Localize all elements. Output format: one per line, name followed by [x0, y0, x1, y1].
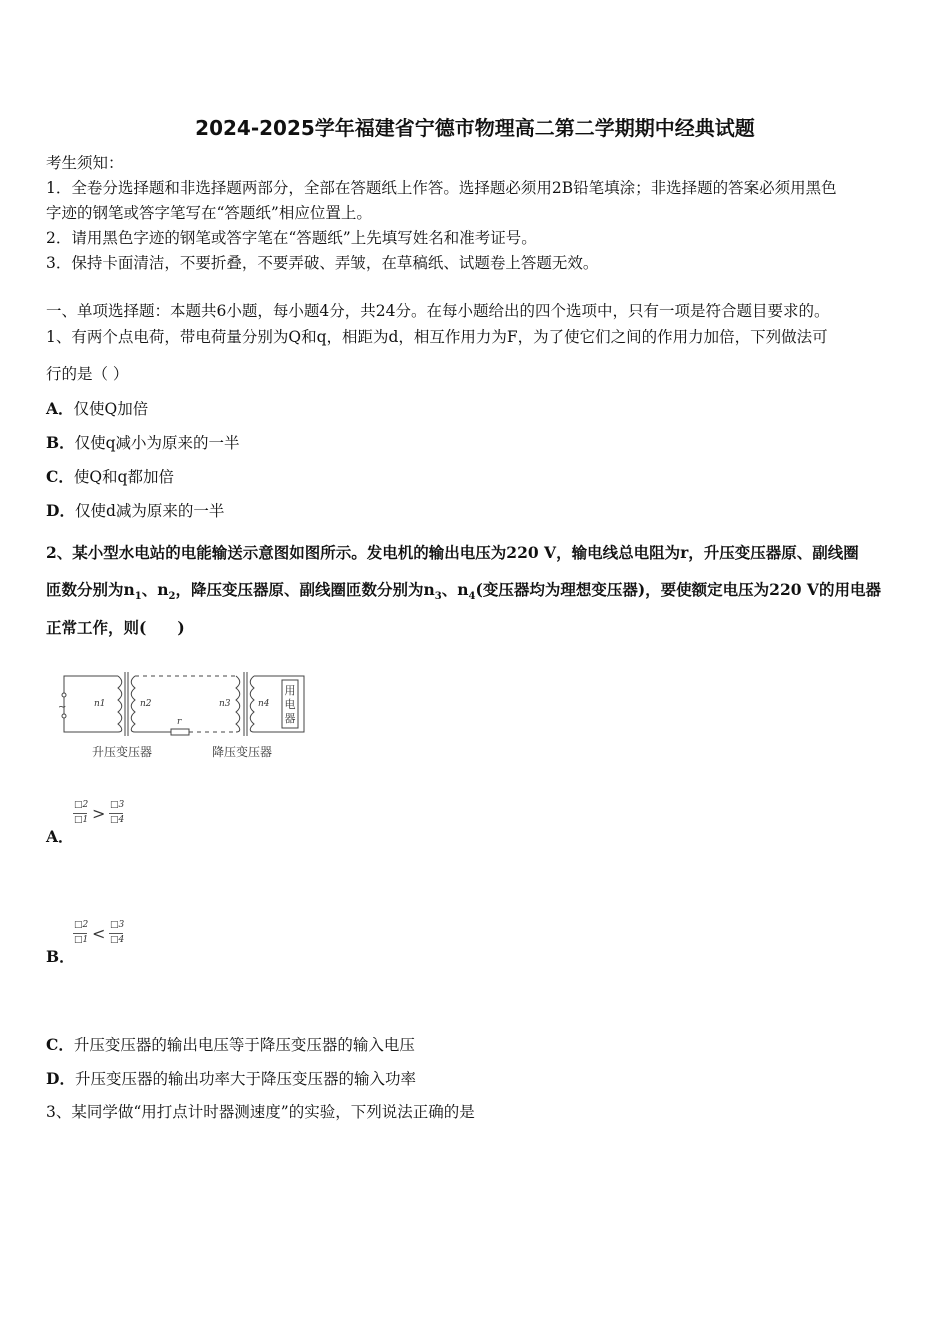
q2-stem-b: 匝数分别为$n_1$、$n_2$，降压变压器原、副线圈匝数分别为$n_3$、$n_4$(变压器均为理想变压器)，要使额定电压为220 V的用电器 [46, 580, 881, 603]
notice-item-1b: 字迹的钢笔或答字笔写在“答题纸”相应位置上。 [46, 204, 372, 222]
q2-option-a-label: A． [46, 827, 74, 846]
q1-option-c [46, 467, 174, 487]
q2-option-d-text: 升压变压器的输出功率大于降压变压器的输入功率 [74, 1070, 416, 1088]
step-up-caption: 升压变压器 [92, 745, 153, 759]
q2-option-d-label: D． [46, 1069, 75, 1088]
step-down-caption: 降压变压器 [212, 745, 273, 759]
power-transmission-diagram [56, 664, 318, 764]
q1-option-d-text: 仅使d减为原来的一半 [74, 502, 225, 520]
n2-label: n2 [140, 699, 152, 709]
q2-option-c-text: 升压变压器的输出电压等于降压变压器的输入电压 [73, 1036, 415, 1054]
q1-option-b [46, 433, 240, 453]
q1-stem-b: 行的是（ ） [46, 365, 129, 383]
q2-option-b-label: B． [46, 947, 75, 966]
q1-option-a-label: A． [46, 399, 74, 418]
q2-stem-c: 正常工作，则( ) [46, 618, 185, 637]
q1-option-a [46, 399, 148, 419]
q2-option-c-label: C． [46, 1035, 74, 1054]
notice-heading: 考生须知： [46, 154, 124, 172]
q1-option-b-label: B． [46, 433, 75, 452]
n1-label: n1 [94, 699, 106, 709]
q1-option-c-text: 使Q和q都加倍 [73, 468, 174, 486]
q1-option-d [46, 501, 224, 521]
q1-stem-a: 1、有两个点电荷，带电荷量分别为Q和q，相距为d，相互作用力为F，为了使它们之间的作用力加倍，下列做法可 [46, 328, 828, 346]
q2-option-d [46, 1069, 416, 1089]
q1-option-c-label: C． [46, 467, 74, 486]
q1-option-a-text: 仅使Q加倍 [73, 400, 149, 418]
load-char-3: 器 [284, 712, 296, 725]
notice-item-3: 3．保持卡面清洁，不要折叠，不要弄破、弄皱，在草稿纸、试题卷上答题无效。 [46, 254, 599, 272]
section-heading: 一、单项选择题：本题共6小题，每小题4分，共24分。在每小题给出的四个选项中，只有一项是符合题目要求的。 [46, 302, 830, 320]
q3-stem: 3、某同学做“用打点计时器测速度”的实验，下列说法正确的是 [46, 1103, 475, 1121]
ac-source-icon: ~ [58, 702, 67, 713]
n4-label: n4 [258, 699, 270, 709]
q2-option-c [46, 1035, 415, 1055]
r-label: r [177, 717, 182, 727]
q2-stem-a: 2、某小型水电站的电能输送示意图如图所示。发电机的输出电压为220 V，输电线总电阻为r，升压变压器原、副线圈 [46, 543, 859, 562]
load-char-1: 用 [284, 684, 296, 697]
n3-label: n3 [219, 699, 231, 709]
notice-item-2: 2．请用黑色字迹的钢笔或答字笔在“答题纸”上先填写姓名和准考证号。 [46, 229, 537, 247]
q1-option-b-text: 仅使q减小为原来的一半 [74, 434, 240, 452]
load-char-2: 电 [284, 698, 296, 711]
page-title: 2024-2025学年福建省宁德市物理高二第二学期期中经典试题 [195, 116, 755, 140]
notice-item-1a: 1．全卷分选择题和非选择题两部分，全部在答题纸上作答。选择题必须用2B铅笔填涂；非选择题的答案必须用黑色 [46, 179, 837, 197]
q1-option-d-label: D． [46, 501, 75, 520]
